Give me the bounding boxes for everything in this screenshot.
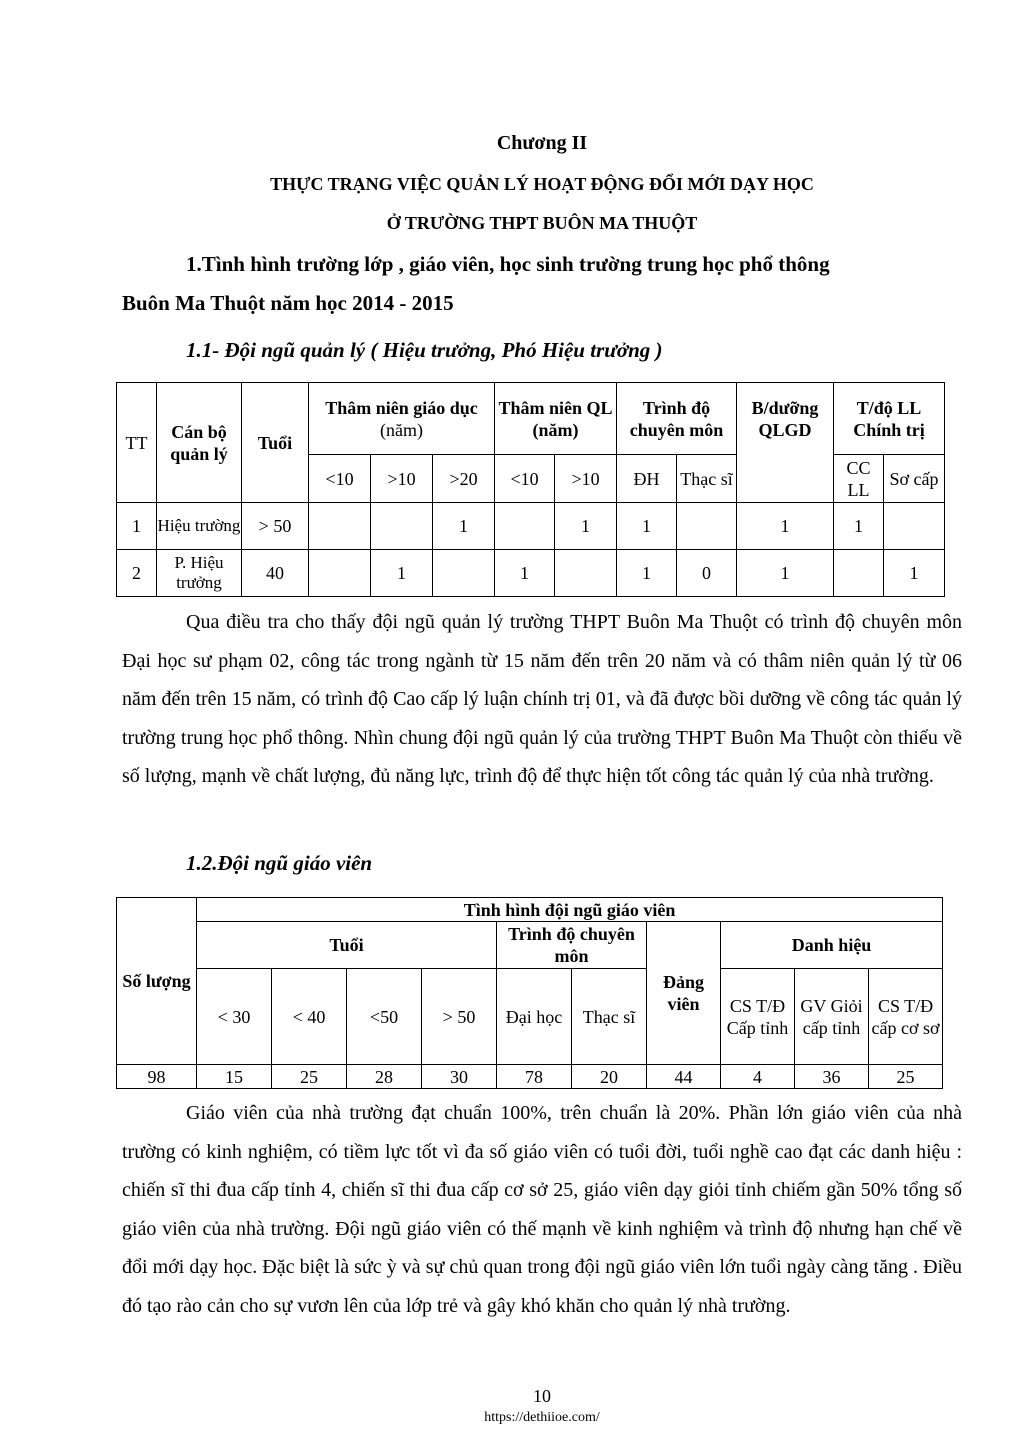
- cell-value: 20: [572, 1065, 647, 1089]
- cell-value: 25: [869, 1065, 943, 1089]
- subsection-heading-1: 1.1- Đội ngũ quản lý ( Hiệu trưởng, Phó Hiệu trưởng ): [186, 338, 663, 362]
- paragraph-teacher-text: Giáo viên của nhà trường đạt chuẩn 100%, trên chuẩn là 20%. Phần lớn giáo viên của nhà trường có kinh nghiệm, có tiềm lực tốt vì đa số giáo viên có tuổi đời, tuổi nghề cao đạt các danh hiệu : chiến sĩ thi đua cấp tỉnh 4, chiến sĩ thi đua cấp cơ sở 25, giáo viên dạy giỏi tỉnh chiếm gần 50% tổng số giáo viên của nhà trường. Đội ngũ giáo viên có thế mạnh về kinh nghiệm và trình độ nhưng hạn chế về đổi mới dạy học. Đặc biệt là sức ỳ và sự chủ quan trong đội ngũ giáo viên lớn tuổi ngày càng tăng . Điều đó tạo rào cản cho sự vươn lên của lớp trẻ và gây khó khăn cho quản lý nhà trường.: [122, 1102, 962, 1317]
- header-danh-hieu: Danh hiệu: [721, 922, 943, 969]
- header-chinh-tri: T/độ LL Chính trị: [834, 383, 945, 455]
- cell-ql1: [495, 503, 555, 550]
- cell-bd: 1: [737, 550, 834, 597]
- sub-thac-si: Thạc sĩ: [677, 455, 737, 503]
- sub-thac-si: Thạc sĩ: [572, 969, 647, 1065]
- cell-value: 4: [721, 1065, 795, 1089]
- cell-dh: 1: [617, 503, 677, 550]
- header-tham-nien-ql: Thâm niên QL (năm): [495, 383, 617, 455]
- header-trinh-do: Trình độ chuyên môn: [497, 922, 647, 969]
- section-heading-line1: 1.Tình hình trường lớp , giáo viên, học sinh trường trung học phổ thông: [186, 252, 830, 276]
- header-can-bo: Cán bộ quản lý: [157, 383, 242, 503]
- sub-cs-td-cap-tinh: CS T/Đ Cấp tỉnh: [721, 969, 795, 1065]
- cell-sc: [884, 503, 945, 550]
- sub-gt50: > 50: [422, 969, 497, 1065]
- sub-dai-hoc: Đại học: [497, 969, 572, 1065]
- cell-gd2: 1: [371, 550, 433, 597]
- sub-cc-ll: CC LL: [834, 455, 884, 503]
- sub-gd-gt20: >20: [433, 455, 495, 503]
- sub-gd-lt10: <10: [309, 455, 371, 503]
- page-number: 10: [533, 1386, 551, 1406]
- sub-lt50: <50: [347, 969, 422, 1065]
- header-tinh-hinh: Tình hình đội ngũ giáo viên: [197, 898, 943, 922]
- cell-ts: [677, 503, 737, 550]
- cell-value: 25: [272, 1065, 347, 1089]
- table-row: [117, 550, 945, 597]
- cell-age: 40: [242, 550, 309, 597]
- cell-value: 44: [647, 1065, 721, 1089]
- paragraph-management-text: Qua điều tra cho thấy đội ngũ quản lý trường THPT Buôn Ma Thuột có trình độ chuyên môn Đại học sư phạm 02, công tác trong ngành từ 15 năm đến trên 20 năm và có thâm niên quản lý từ 06 năm đến trên 15 năm, có trình độ Cao cấp lý luận chính trị 01, và đã được bồi dưỡng về công tác quản lý trường trung học phổ thông. Nhìn chung đội ngũ quản lý của trường THPT Buôn Ma Thuột còn thiếu về số lượng, mạnh về chất lượng, đủ năng lực, trình độ để thực hiện tốt công tác quản lý của nhà trường.: [122, 611, 962, 788]
- cell-name: Hiệu trường: [157, 503, 242, 550]
- sub-dh: ĐH: [617, 455, 677, 503]
- sub-cs-td-cap-co-so: CS T/Đ cấp cơ sơ: [869, 969, 943, 1065]
- cell-age: > 50: [242, 503, 309, 550]
- cell-value: 98: [117, 1065, 197, 1089]
- section-heading-line2: Buôn Ma Thuột năm học 2014 - 2015: [122, 291, 454, 315]
- cell-value: 28: [347, 1065, 422, 1089]
- subsection-heading-2: 1.2.Đội ngũ giáo viên: [186, 851, 373, 875]
- chapter-heading-line2: Ở TRƯỜNG THPT BUÔN MA THUỘT: [386, 213, 698, 233]
- cell-ql2: 1: [555, 503, 617, 550]
- cell-sc: 1: [884, 550, 945, 597]
- header-trinh-do: Trình độ chuyên môn: [617, 383, 737, 455]
- header-tuoi: Tuổi: [242, 383, 309, 503]
- cell-ql1: 1: [495, 550, 555, 597]
- header-tuoi: Tuổi: [197, 922, 497, 969]
- table-row: [117, 1065, 943, 1089]
- table-row: [117, 503, 945, 550]
- header-tt: TT: [117, 383, 157, 503]
- chapter-heading-line1: THỰC TRẠNG VIỆC QUẢN LÝ HOẠT ĐỘNG ĐỔI MỚI DẠY HỌC: [270, 174, 814, 194]
- cell-tt: 1: [117, 503, 157, 550]
- header-boi-duong: B/dưỡng QLGD: [737, 383, 834, 503]
- cell-value: 15: [197, 1065, 272, 1089]
- cell-cc: 1: [834, 503, 884, 550]
- cell-name: P. Hiệu trưởng: [157, 550, 242, 597]
- cell-value: 30: [422, 1065, 497, 1089]
- cell-ql2: [555, 550, 617, 597]
- chapter-title: Chương II: [496, 132, 588, 154]
- cell-value: 78: [497, 1065, 572, 1089]
- cell-value: 36: [795, 1065, 869, 1089]
- header-tham-nien-gd-unit: (năm): [380, 419, 423, 440]
- header-dang-vien: Đảng viên: [647, 922, 721, 1065]
- cell-gd2: [371, 503, 433, 550]
- cell-bd: 1: [737, 503, 834, 550]
- cell-tt: 2: [117, 550, 157, 597]
- cell-gd1: [309, 550, 371, 597]
- cell-gd3: [433, 550, 495, 597]
- header-tham-nien-gd: [309, 383, 495, 455]
- cell-cc: [834, 550, 884, 597]
- paragraph-teacher-summary: [122, 1094, 962, 1326]
- teacher-staff-table: [116, 897, 943, 1089]
- header-so-luong: Số lượng: [117, 898, 197, 1065]
- sub-gv-gioi-cap-tinh: GV Giỏi cấp tỉnh: [795, 969, 869, 1065]
- sub-lt30: < 30: [197, 969, 272, 1065]
- cell-gd3: 1: [433, 503, 495, 550]
- management-staff-table: [116, 382, 945, 597]
- header-tham-nien-gd-label: Thâm niên giáo dục: [325, 397, 478, 418]
- sub-gd-gt10: >10: [371, 455, 433, 503]
- sub-lt40: < 40: [272, 969, 347, 1065]
- sub-ql-lt10: <10: [495, 455, 555, 503]
- sub-ql-gt10: >10: [555, 455, 617, 503]
- cell-dh: 1: [617, 550, 677, 597]
- cell-gd1: [309, 503, 371, 550]
- cell-ts: 0: [677, 550, 737, 597]
- paragraph-management-summary: [122, 603, 962, 796]
- sub-so-cap: Sơ cấp: [884, 455, 945, 503]
- footer-url[interactable]: https://dethiioe.com/: [484, 1410, 600, 1425]
